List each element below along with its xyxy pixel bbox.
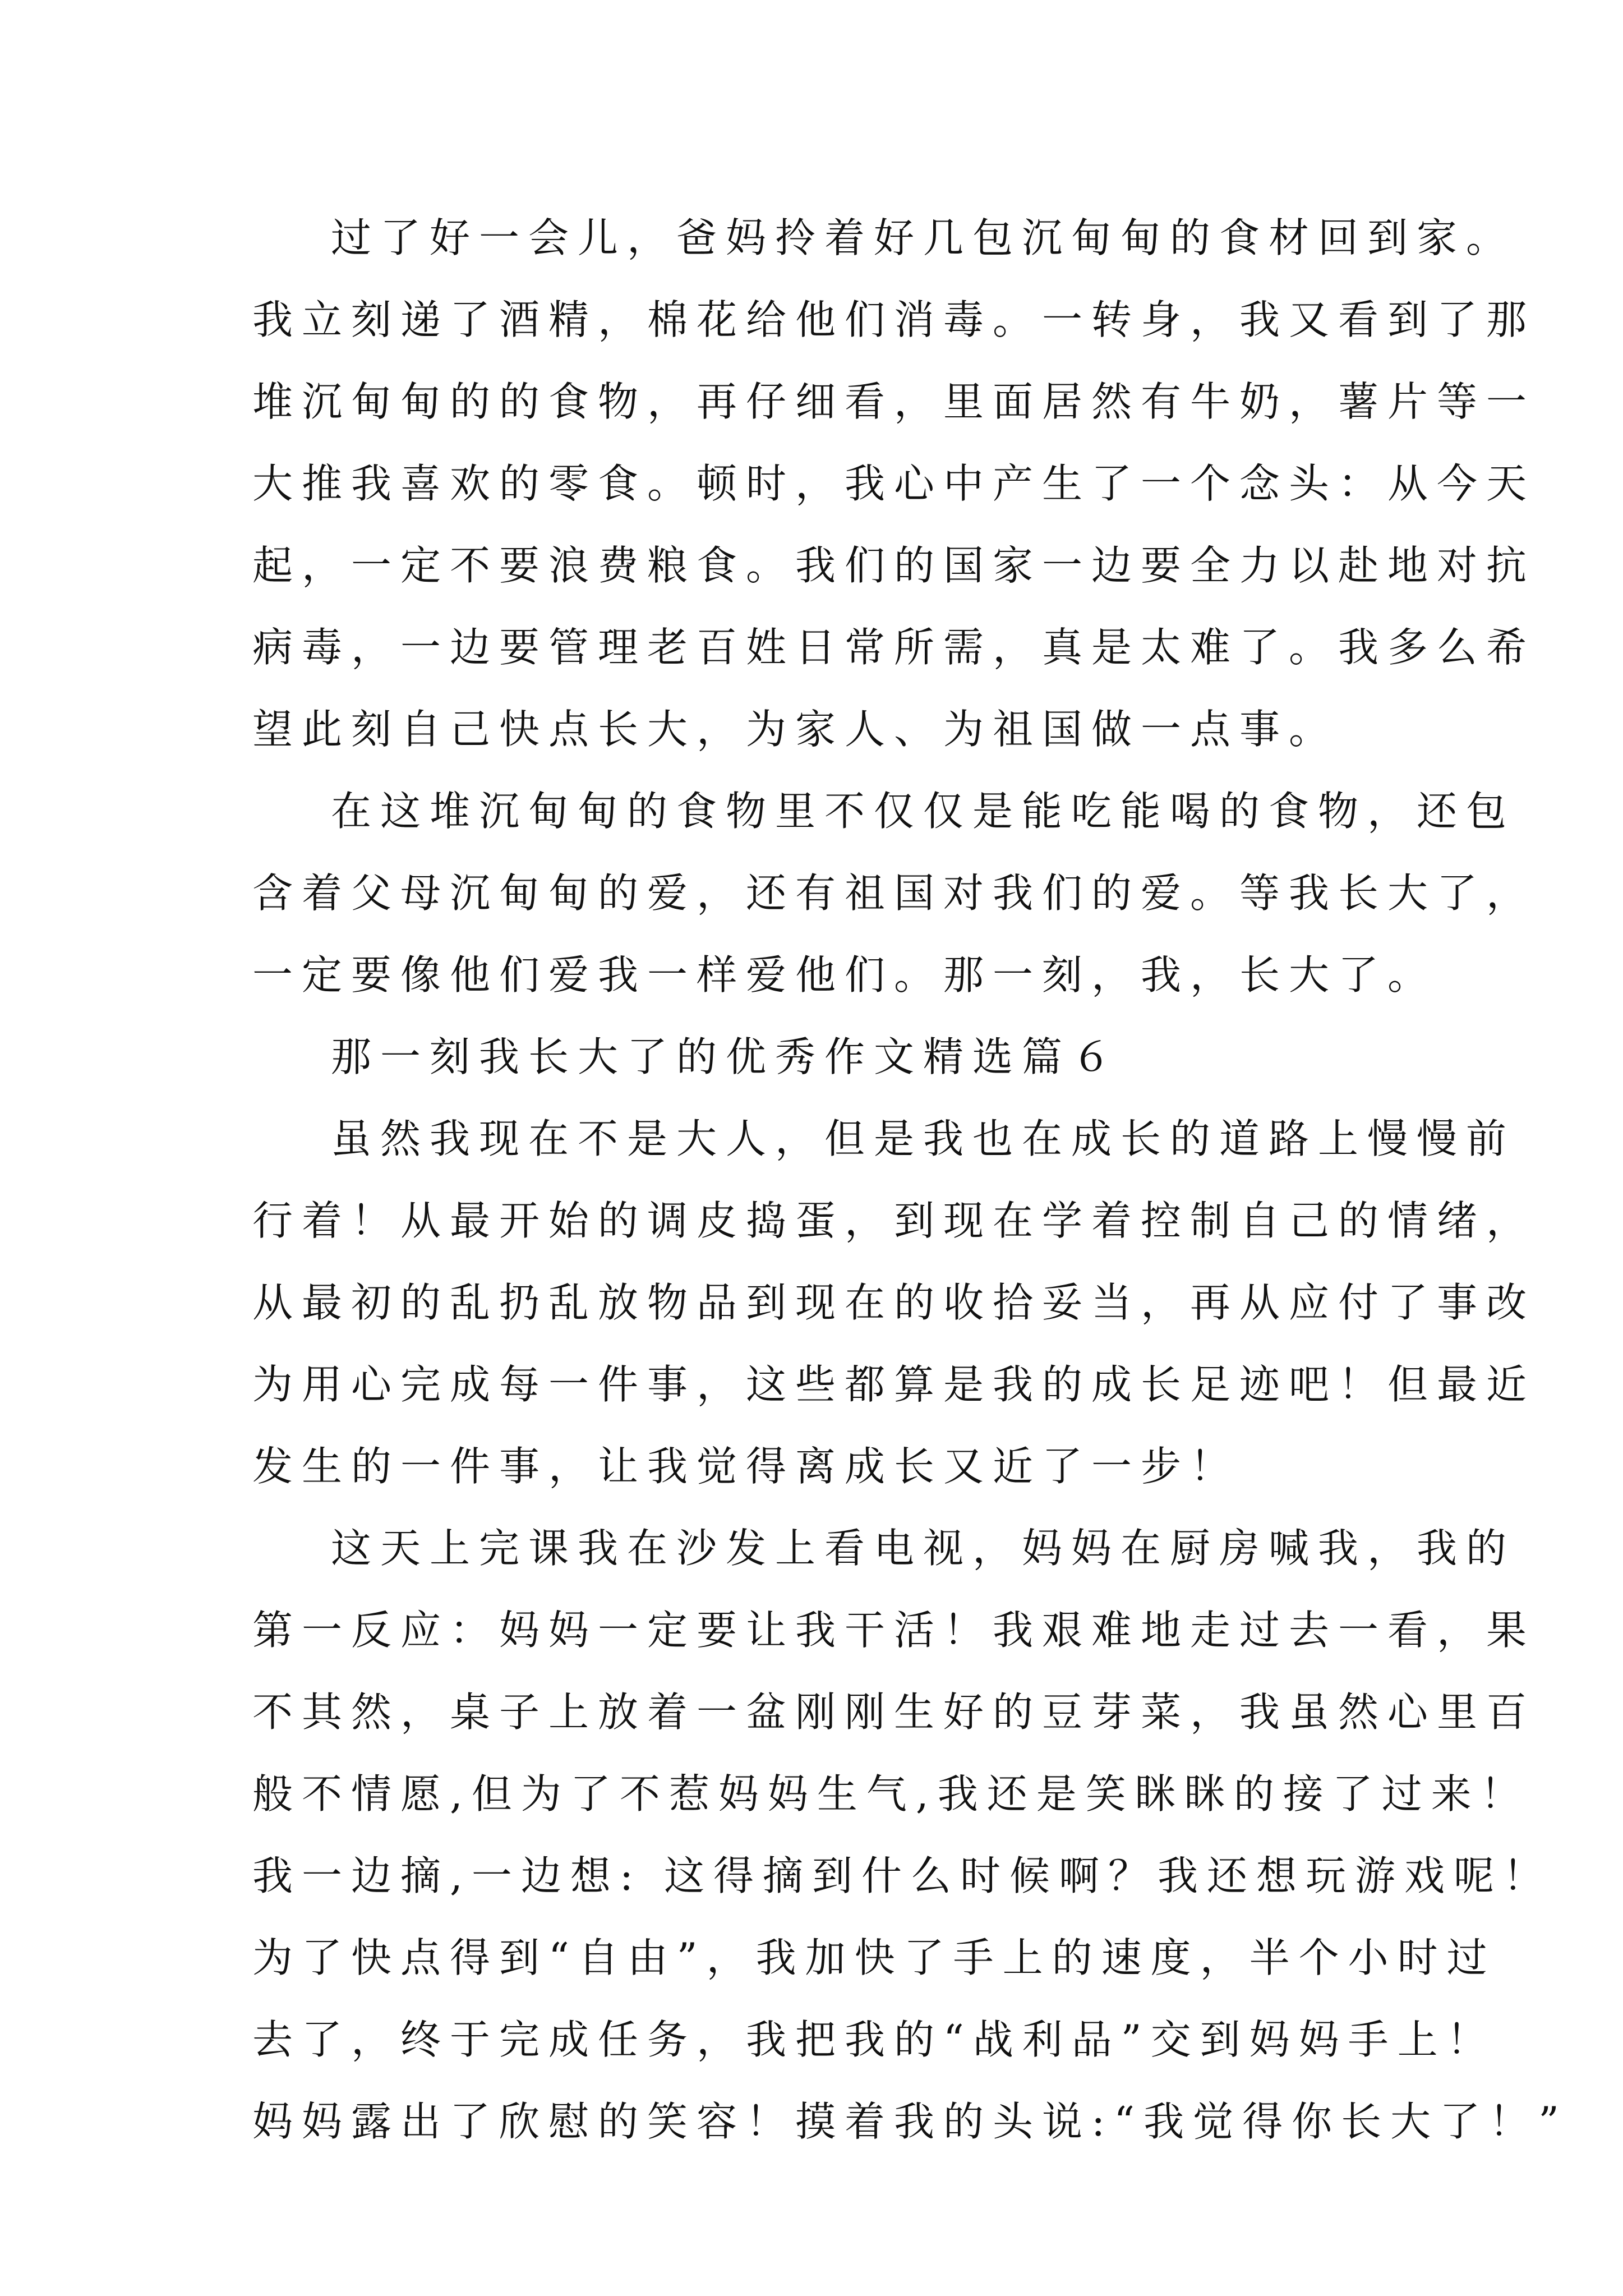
paragraph-line: 第一反应：妈妈一定要让我干活！我艰难地走过去一看，果 bbox=[252, 1607, 1536, 1654]
paragraph-line: 虽然我现在不是大人，但是我也在成长的道路上慢慢前 bbox=[331, 1115, 1516, 1162]
paragraph-line: 大推我喜欢的零食。顿时，我心中产生了一个念头：从今天 bbox=[252, 460, 1536, 507]
paragraph-line: 这天上完课我在沙发上看电视，妈妈在厨房喊我，我的 bbox=[331, 1525, 1516, 1572]
paragraph-line: 在这堆沉甸甸的食物里不仅仅是能吃能喝的食物，还包 bbox=[331, 788, 1516, 835]
paragraph-line: 发生的一件事，让我觉得离成长又近了一步！ bbox=[252, 1443, 1240, 1490]
paragraph-line: 妈妈露出了欣慰的笑容！摸着我的头说:“我觉得你长大了！” bbox=[252, 2098, 1568, 2145]
paragraph-line: 我一边摘,一边想: 这得摘到什么时候啊？我还想玩游戏呢！ bbox=[252, 1852, 1553, 1899]
paragraph-line: 不其然，桌子上放着一盆刚刚生好的豆芽菜，我虽然心里百 bbox=[252, 1688, 1536, 1736]
paragraph-line: 起，一定不要浪费粮食。我们的国家一边要全力以赴地对抗 bbox=[252, 542, 1536, 589]
paragraph-line: 含着父母沉甸甸的爱，还有祖国对我们的爱。等我长大了， bbox=[252, 869, 1536, 917]
paragraph-line: 一定要像他们爱我一样爱他们。那一刻，我，长大了。 bbox=[252, 951, 1437, 999]
paragraph-line: 我立刻递了酒精，棉花给他们消毒。一转身，我又看到了那 bbox=[252, 296, 1536, 343]
paragraph-line: 病毒，一边要管理老百姓日常所需，真是太难了。我多么希 bbox=[252, 624, 1536, 671]
paragraph-line: 去了，终于完成任务，我把我的“战利品”交到妈妈手上！ bbox=[252, 2016, 1496, 2063]
paragraph-line: 行着！从最开始的调皮捣蛋，到现在学着控制自己的情绪， bbox=[252, 1197, 1536, 1244]
paragraph-line: 从最初的乱扔乱放物品到现在的收拾妥当，再从应付了事改 bbox=[252, 1279, 1536, 1326]
paragraph-line: 为用心完成每一件事，这些都算是我的成长足迹吧！但最近 bbox=[252, 1361, 1536, 1408]
paragraph-line: 般不情愿,但为了不惹妈妈生气,我还是笑眯眯的接了过来！ bbox=[252, 1770, 1530, 1818]
paragraph-line: 堆沉甸甸的的食物，再仔细看，里面居然有牛奶，薯片等一 bbox=[252, 378, 1536, 425]
paragraph-line: 望此刻自己快点长大，为家人、为祖国做一点事。 bbox=[252, 706, 1339, 753]
paragraph-line: 为了快点得到“自由”，我加快了手上的速度，半个小时过 bbox=[252, 1934, 1496, 1981]
section-heading: 那一刻我长大了的优秀作文精选篇６ bbox=[331, 1033, 1121, 1080]
paragraph-line: 过了好一会儿，爸妈拎着好几包沉甸甸的食材回到家。 bbox=[331, 214, 1516, 261]
